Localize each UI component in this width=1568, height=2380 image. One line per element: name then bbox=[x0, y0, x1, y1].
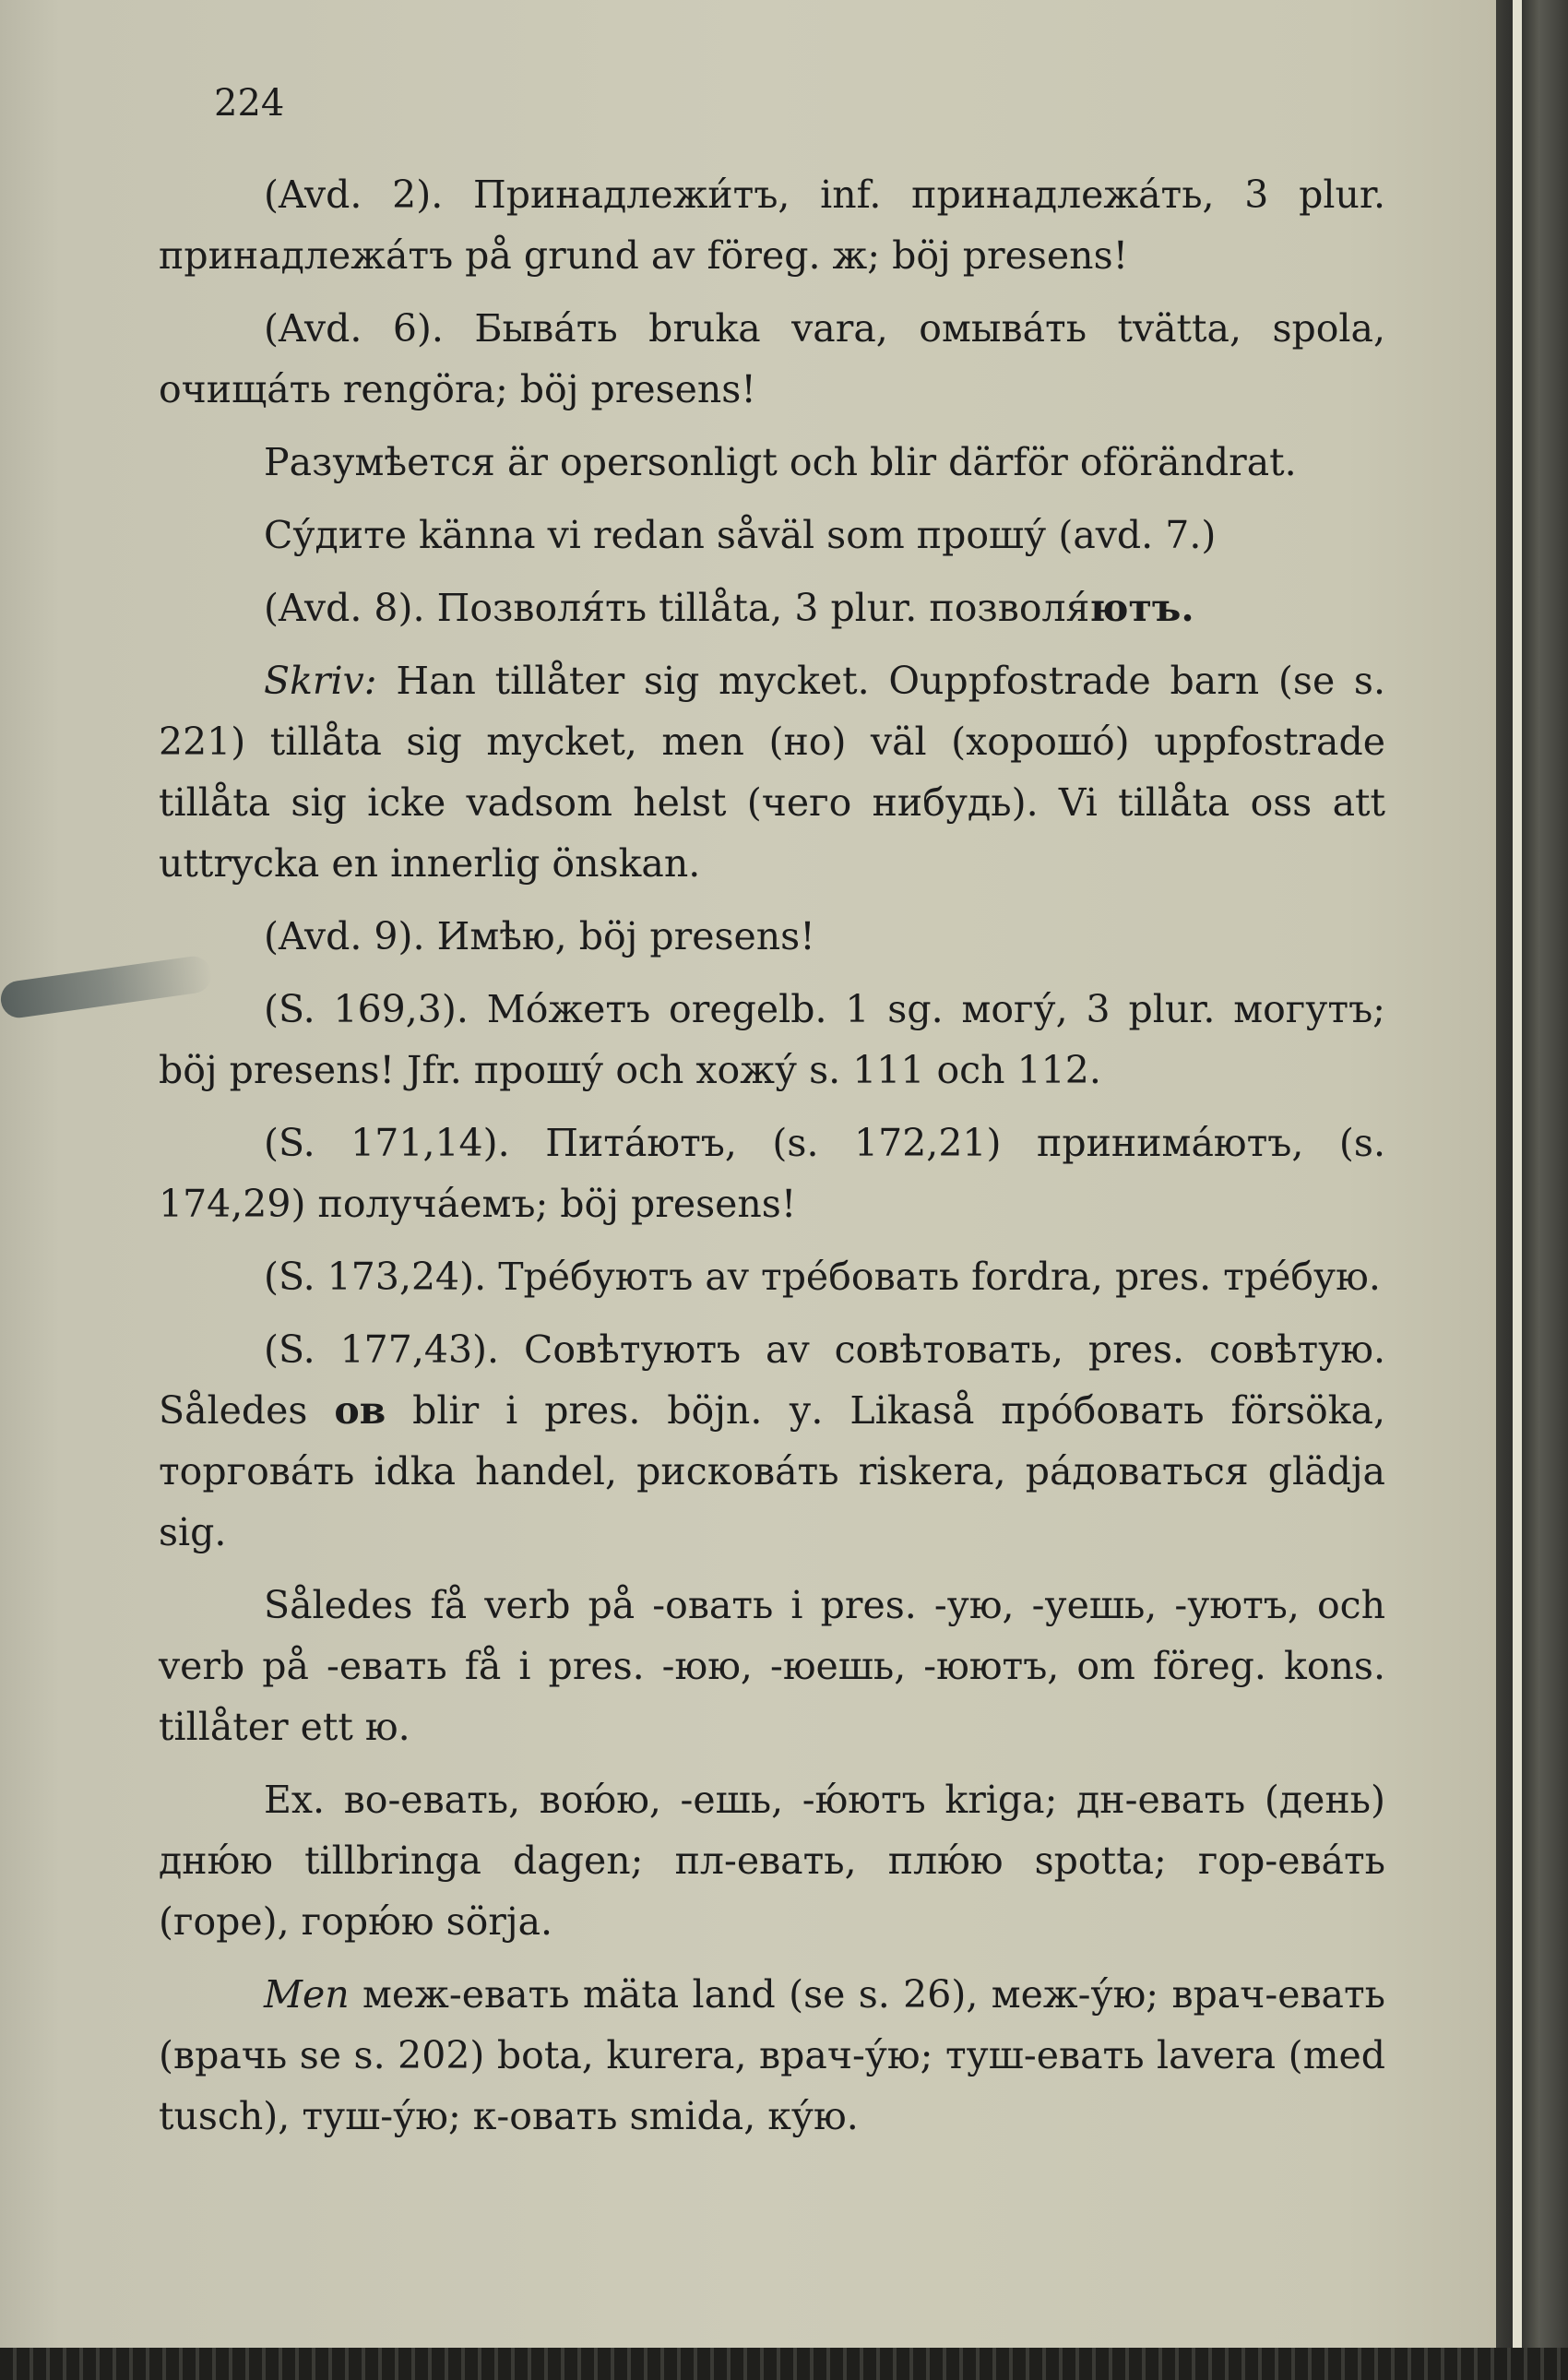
book-spine-edge bbox=[1496, 0, 1568, 2380]
paragraph-avd-2 bbox=[159, 164, 1385, 286]
paragraph-text-continued: blir i pres. böjn. у. Likaså про́бовать försöka, торгова́ть idka handel, рискова́ть riskera, ра́доваться glädja sig. bbox=[159, 1388, 1385, 1554]
paragraph-text: Han tillåter sig mycket. Ouppfostrade barn (se s. 221) tillåta sig mycket, men (но) väl (хорошо́) uppfostrade tillåta sig icke vadsom helst (чего нибудь). Vi tillåta oss att uttrycka en innerlig önskan. bbox=[159, 659, 1385, 886]
paragraph-text: (S. 177,43). Совѣтуютъ av совѣтовать, pres. совѣтую. Således bbox=[159, 1327, 1385, 1433]
paragraph-avd-6 bbox=[159, 298, 1385, 420]
italic-lead: Men bbox=[264, 1972, 350, 2017]
paragraph-text: (Avd. 6). Быва́ть bruka vara, омыва́ть tvätta, spola, очища́ть rengöra; böj presens! bbox=[159, 306, 1385, 411]
next-page-edge bbox=[1513, 0, 1522, 2380]
paragraph-text: (Avd. 2). Принадлежи́тъ, inf. принадлежа́ть, 3 plur. принадлежа́тъ på grund av föreg. ж; böj presens! bbox=[159, 173, 1385, 278]
paragraph-s-173 bbox=[159, 1246, 1385, 1307]
scan-bottom-border bbox=[0, 2348, 1568, 2380]
paragraph-text: Ex. во-евать, вою́ю, -ешь, -ю́ютъ kriga; дн-евать (день) дню́ю tillbringa dagen; пл-евать, плю́ю spotta; гор-ева́ть (горе), горю́ю sörja. bbox=[159, 1778, 1385, 1944]
paragraph-s-171 bbox=[159, 1113, 1385, 1234]
paragraph-sudite bbox=[159, 505, 1385, 565]
page-number: 224 bbox=[214, 82, 285, 125]
paragraph-skriv-exercise bbox=[159, 650, 1385, 894]
paragraph-text: (Avd. 9). Имѣю, böj presens! bbox=[264, 914, 815, 958]
paragraph-text: Су́дите känna vi redan såväl som прошу́ (avd. 7.) bbox=[264, 513, 1217, 557]
paragraph-text: (S. 173,24). Тре́буютъ av тре́бовать fordra, pres. тре́бую. bbox=[264, 1255, 1381, 1299]
page-text bbox=[159, 82, 1385, 2159]
bold-ov: ов bbox=[334, 1388, 386, 1433]
paragraph-men-exceptions bbox=[159, 1964, 1385, 2147]
paragraph-razumeetsya bbox=[159, 432, 1385, 493]
paragraph-s-177 bbox=[159, 1319, 1385, 1563]
bold-ending: ютъ. bbox=[1089, 586, 1194, 630]
paragraph-text: (Avd. 8). Позволя́ть tillåta, 3 plur. позволя́ bbox=[264, 586, 1090, 630]
paragraph-text: Således få verb på -овать i pres. -ую, -уешь, -уютъ, och verb på -евать få i pres. -юю, -юешь, -юютъ, om föreg. kons. tillåter ett ю. bbox=[159, 1583, 1385, 1749]
paragraph-text: Разумѣется är opersonligt och blir därför oförändrat. bbox=[264, 440, 1297, 484]
paragraph-examples bbox=[159, 1769, 1385, 1952]
paragraph-text: (S. 171,14). Пита́ютъ, (s. 172,21) принима́ютъ, (s. 174,29) получа́емъ; böj presens! bbox=[159, 1121, 1385, 1226]
paragraph-ovat-rule bbox=[159, 1575, 1385, 1757]
italic-lead: Skriv: bbox=[264, 659, 377, 703]
paragraph-s-169 bbox=[159, 979, 1385, 1101]
paragraph-avd-9 bbox=[159, 906, 1385, 967]
paragraph-text: меж-евать mäta land (se s. 26), меж-у́ю; врач-евать (врачь se s. 202) bota, kurera, врач-у́ю; туш-евать lavera (med tusch), туш-у́ю; к-овать smida, ку́ю. bbox=[159, 1972, 1385, 2138]
paragraph-avd-8 bbox=[159, 577, 1385, 638]
paragraph-text: (S. 169,3). Мо́жетъ oregelb. 1 sg. могу́, 3 plur. могутъ; böj presens! Jfr. прошу́ och хожу́ s. 111 och 112. bbox=[159, 987, 1385, 1092]
